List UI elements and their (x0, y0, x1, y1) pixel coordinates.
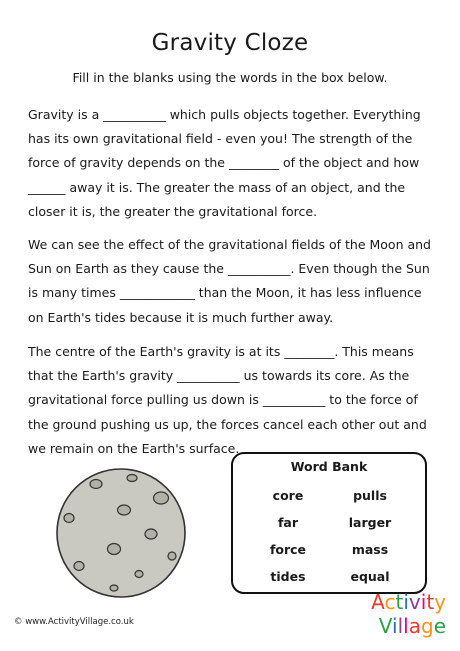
crater (168, 552, 176, 560)
logo-text-village: Village (378, 614, 446, 638)
crater (135, 571, 143, 578)
word-bank-word: far (277, 515, 299, 530)
copyright-footer: © www.ActivityVillage.co.uk (14, 617, 134, 627)
crater (154, 492, 169, 504)
word-bank-word: tides (270, 569, 306, 584)
page-title: Gravity Cloze (151, 30, 309, 56)
word-bank-word: pulls (353, 488, 387, 503)
word-bank-title: Word Bank (290, 459, 368, 474)
word-bank-word: force (269, 542, 307, 557)
crater (74, 562, 84, 571)
moon-illustration (54, 466, 188, 600)
word-bank-word: core (272, 488, 304, 503)
word-bank-word: mass (351, 542, 389, 557)
logo-text-activity: Activity (371, 590, 446, 614)
crater (145, 529, 157, 539)
paragraph-2: We can see the effect of the gravitational fields of the Moon and Sun on Earth as they cause the __________. Even though the Sun is many times ____________ than the Moon, it has less influence on Earth's tides because it is much further away. (28, 237, 431, 325)
activity-village-logo (349, 583, 449, 643)
paragraph-1: Gravity is a __________ which pulls objects together. Everything has its own gravitational field - even you! The strength of the force of gravity depends on the ________ of the object and how ______ away it is. The greater the mass of an object, and the closer it is, the greater the gravitational force. (28, 107, 421, 219)
crater (90, 480, 102, 489)
crater (108, 544, 121, 555)
word-bank (231, 452, 427, 594)
word-bank-word: larger (348, 515, 392, 530)
crater (64, 514, 74, 523)
instructions: Fill in the blanks using the words in the box below. (72, 70, 388, 85)
moon-body (57, 469, 185, 597)
crater (127, 475, 137, 482)
crater (118, 505, 131, 515)
crater (110, 585, 118, 591)
word-bank-grid (247, 487, 411, 586)
paragraph-3: The centre of the Earth's gravity is at its ________. This means that the Earth's gravity __________ us towards its core. As the gravitational force pulling us down is __________ to the force of the ground pushing us up, the forces cancel each other out and we remain on the Earth's surface. (28, 344, 427, 456)
word-bank-word: equal (350, 569, 390, 584)
